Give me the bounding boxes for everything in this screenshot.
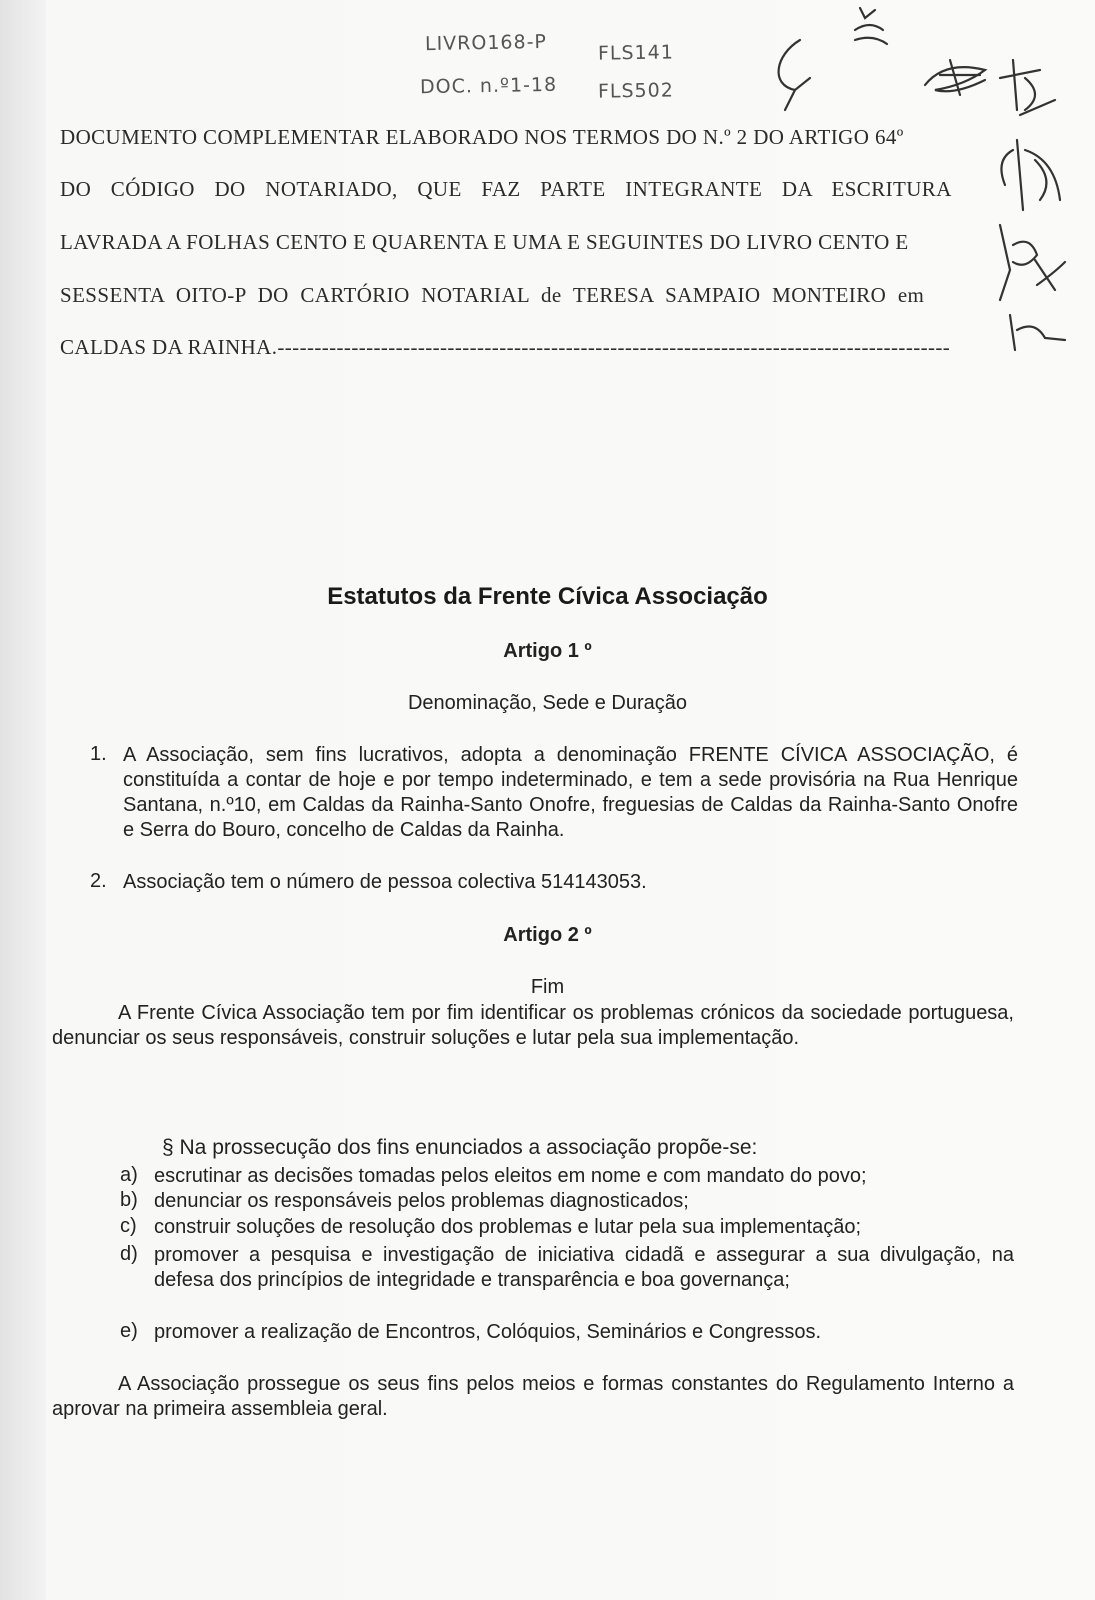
notarial-line-5: CALDAS DA RAINHA.------------------------------------------------------------------------------------------- bbox=[60, 335, 951, 359]
artigo-1-heading: Artigo 1 º bbox=[503, 640, 592, 662]
notarial-line-4: SESSENTA OITO-P DO CARTÓRIO NOTARIAL de TERESA SAMPAIO MONTEIRO em bbox=[60, 283, 925, 307]
document-title: Estatutos da Frente Cívica Associação bbox=[327, 583, 768, 610]
artigo-1-item-2: Associação tem o número de pessoa colectiva 514143053. bbox=[123, 871, 647, 893]
notarial-line-1: DOCUMENTO COMPLEMENTAR ELABORADO NOS TERMOS DO N.º 2 DO ARTIGO 64º bbox=[60, 125, 904, 149]
list-item-letter: e) bbox=[120, 1320, 138, 1342]
list-item: construir soluções de resolução dos problemas e lutar pela sua implementação; bbox=[154, 1216, 862, 1238]
list-item-letter: b) bbox=[120, 1189, 138, 1211]
binding-edge bbox=[0, 0, 46, 1600]
list-item-letter: a) bbox=[120, 1164, 138, 1186]
artigo-1-item-2-number: 2. bbox=[90, 870, 107, 892]
artigo-2-closing: A Associação prossegue os seus fins pelos meios e formas constantes do Regulamento Interno a aprovar na primeira assembleia geral. bbox=[52, 1373, 1014, 1420]
list-item-letter: d) bbox=[120, 1243, 138, 1265]
artigo-2-paragraph: A Frente Cívica Associação tem por fim identificar os problemas crónicos da sociedade portuguesa, denunciar os seus responsáveis, construir soluções e lutar pela sua implementação. bbox=[52, 1002, 1014, 1049]
artigo-2-section: § Na prossecução dos fins enunciados a associação propõe-se: bbox=[162, 1136, 758, 1159]
artigo-2-heading: Artigo 2 º bbox=[503, 924, 592, 946]
list-item: promover a pesquisa e investigação de iniciativa cidadã e assegurar a sua divulgação, na defesa dos princípios de integridade e transparência e boa governança; bbox=[154, 1244, 1014, 1291]
artigo-1-item-1: A Associação, sem fins lucrativos, adopta a denominação FRENTE CÍVICA ASSOCIAÇÃO, é constituída a contar de hoje e por tempo indeterminado, e tem a sede provisória na Rua Henrique Santana, n.º10, em Caldas da Rainha-Santo Onofre, freguesias de Caldas da Rainha-Santo Onofre e Serra do Bouro, concelho de Caldas da Rainha. bbox=[123, 744, 1018, 841]
handwritten-doc: DOC. n.º1-18 bbox=[419, 73, 558, 99]
list-item-letter: c) bbox=[120, 1215, 137, 1237]
list-item: denunciar os responsáveis pelos problemas diagnosticados; bbox=[154, 1190, 689, 1212]
handwritten-fls-1: FLS141 bbox=[597, 41, 675, 65]
artigo-1-subtitle: Denominação, Sede e Duração bbox=[407, 692, 688, 714]
list-item: promover a realização de Encontros, Colóquios, Seminários e Congressos. bbox=[154, 1321, 822, 1343]
notarial-line-2: DO CÓDIGO DO NOTARIADO, QUE FAZ PARTE INTEGRANTE DA ESCRITURA bbox=[60, 177, 952, 201]
artigo-1-item-1-number: 1. bbox=[90, 743, 107, 765]
handwritten-livro: LIVRO168-P bbox=[424, 30, 548, 56]
artigo-2-subtitle: Fim bbox=[530, 976, 565, 998]
notarial-line-3: LAVRADA A FOLHAS CENTO E QUARENTA E UMA E SEGUINTES DO LIVRO CENTO E bbox=[60, 230, 909, 254]
list-item: escrutinar as decisões tomadas pelos eleitos em nome e com mandato do povo; bbox=[154, 1165, 867, 1187]
handwritten-fls-2: FLS502 bbox=[597, 79, 675, 103]
